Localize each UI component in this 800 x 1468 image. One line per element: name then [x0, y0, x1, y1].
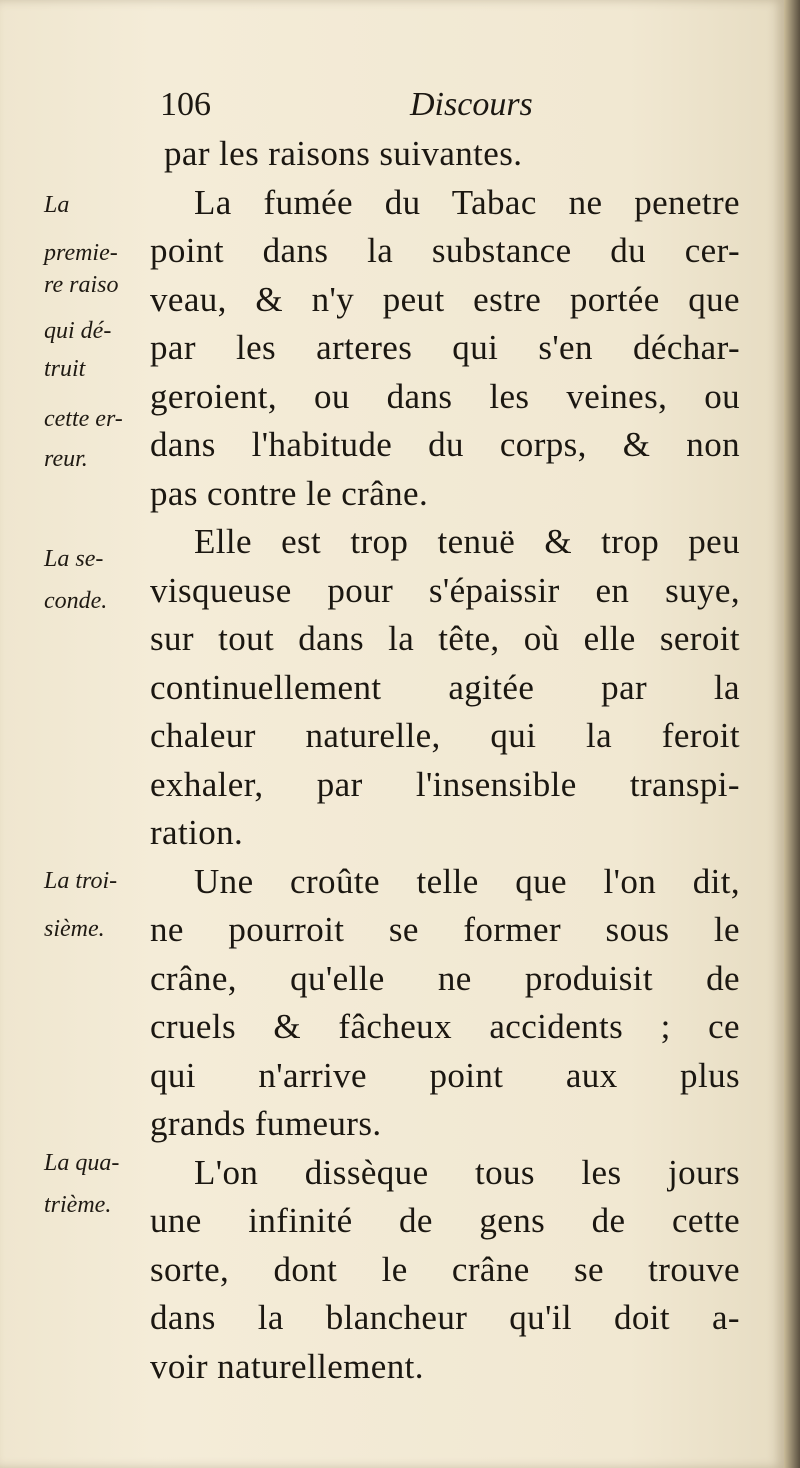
text-line: pas contre le crâne. [150, 473, 429, 513]
text-line: sur tout dans la tête, où elle seroit [150, 619, 740, 658]
text-line: dans la blancheur qu'il doit a- [150, 1298, 740, 1337]
margin-note-line: re raiso [44, 272, 119, 298]
text-line: qui n'arrive point aux plus [150, 1055, 740, 1095]
text-line: veau, & n'y peut estre portée que [150, 279, 740, 319]
text-line: grands fumeurs. [150, 1104, 382, 1143]
text-line: L'on dissèque tous les jours [194, 1152, 740, 1192]
text-line: exhaler, par l'insensible transpi- [150, 764, 740, 804]
margin-note-line: cette er- [44, 406, 123, 432]
margin-note-line: La troi- [44, 868, 118, 894]
text-line: ne pourroit se former sous le [150, 910, 740, 949]
text-line: La fumée du Tabac ne penetre [194, 182, 740, 222]
text-line: Une croûte telle que l'on dit, [194, 861, 740, 901]
margin-note-line: truit [44, 356, 86, 382]
page-number: 106 [160, 86, 211, 123]
margin-note-line: trième. [44, 1192, 112, 1218]
body-text [150, 130, 740, 1391]
margin-note-line: reur. [44, 446, 88, 472]
text-line: voir naturellement. [150, 1346, 424, 1386]
text-line: continuellement agitée par la [150, 667, 740, 707]
margin-note-line: sième. [44, 916, 105, 942]
margin-note-line: La [44, 192, 70, 218]
page-edge [784, 0, 800, 1468]
text-line: par les arteres qui s'en déchar- [150, 328, 740, 367]
text-line: cruels & fâcheux accidents ; ce [150, 1007, 740, 1046]
text-line: visqueuse pour s'épaissir en suye, [150, 570, 740, 610]
margin-note-line: conde. [44, 588, 108, 614]
margin-notes [0, 0, 150, 1468]
text-line: par les raisons suivantes. [164, 134, 523, 173]
margin-note-line: qui dé- [44, 318, 112, 344]
text-line: sorte, dont le crâne se trouve [150, 1249, 740, 1289]
margin-note-line: La se- [44, 546, 104, 572]
margin-note-line: La qua- [44, 1150, 120, 1176]
text-line: ration. [150, 813, 244, 852]
text-line: crâne, qu'elle ne produisit de [150, 958, 740, 998]
text-line: une infinité de gens de cette [150, 1201, 740, 1240]
running-title: Discours [410, 86, 533, 123]
text-line: dans l'habitude du corps, & non [150, 425, 740, 464]
margin-note-line: premie- [44, 240, 118, 266]
text-line: Elle est trop tenuë & trop peu [194, 522, 740, 561]
text-line: chaleur naturelle, qui la feroit [150, 716, 740, 755]
text-line: geroient, ou dans les veines, ou [150, 376, 740, 416]
text-line: point dans la substance du cer- [150, 231, 740, 270]
